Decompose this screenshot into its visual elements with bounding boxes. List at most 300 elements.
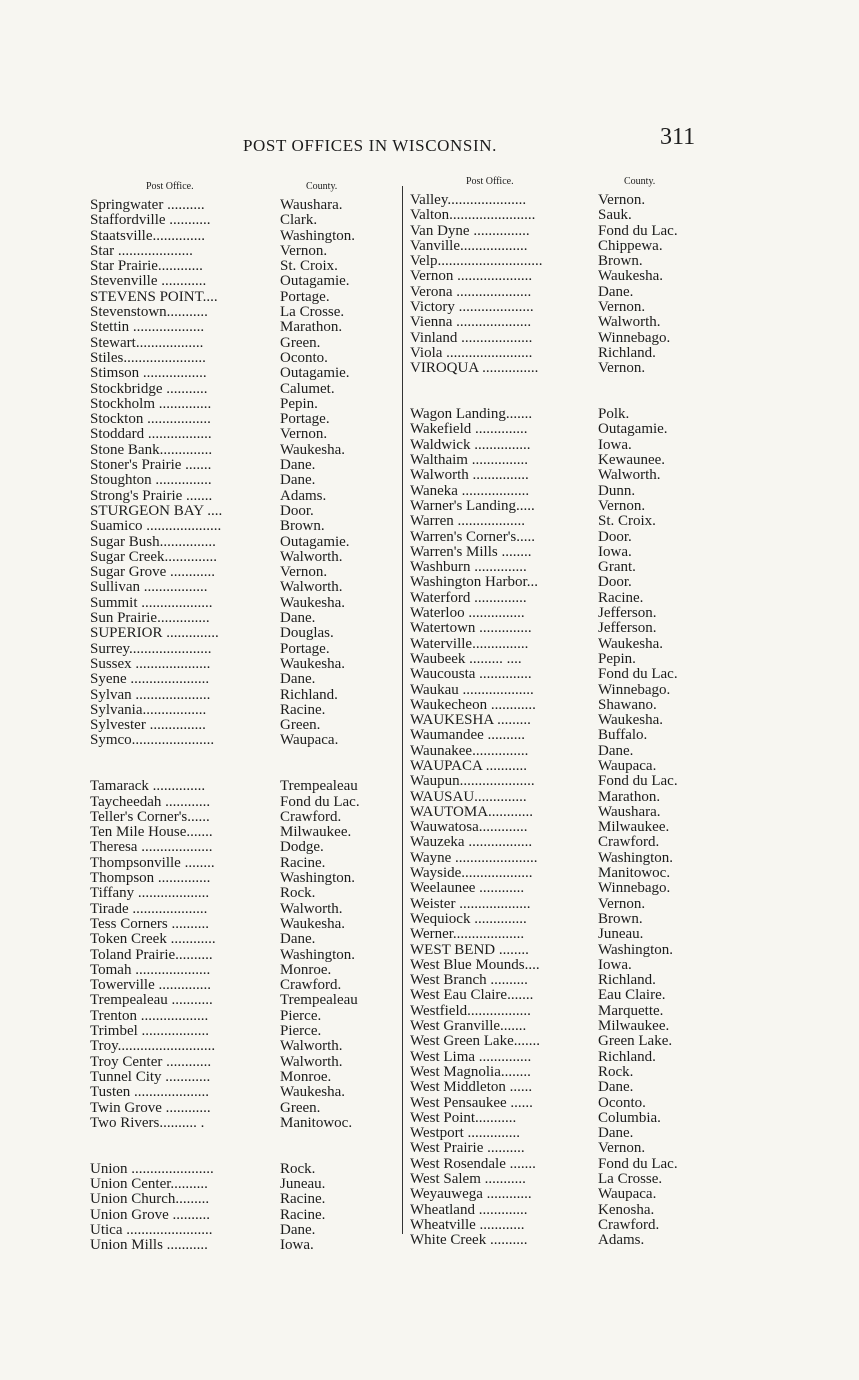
county-name: Marquette. [598,1002,664,1019]
post-office-entry [410,208,730,223]
post-office-name: Thompson .............. [90,870,211,887]
post-office-entry [410,499,730,514]
post-office-entry [90,1162,395,1177]
page-title: POST OFFICES IN WISCONSIN. [243,136,497,155]
post-office-header: Post Office. [466,176,514,187]
post-office-entry [410,1141,730,1156]
county-name: Fond du Lac. [598,1155,678,1172]
post-office-entry [410,1203,730,1218]
post-office-name: Wauwatosa............. [410,819,528,836]
county-name: Oconto. [280,349,328,366]
post-office-name: Stoughton ............... [90,472,212,489]
post-office-name: STEVENS POINT.... [90,288,218,305]
county-name: La Crosse. [598,1171,663,1187]
post-office-name: Weyauwega ............ [410,1186,532,1203]
post-office-name: Victory .................... [410,299,534,316]
post-office-name: WEST BEND ........ [410,941,529,958]
county-name: Crawford. [598,1216,660,1233]
post-office-name: Warner's Landing..... [410,497,535,514]
post-office-name: Waukecheon ............ [410,696,536,713]
post-office-name: VIROQUA ............... [410,360,539,377]
post-office-name: SUPERIOR .............. [90,625,219,642]
county-name: Waupaca. [280,732,339,749]
post-office-name: Twin Grove ............ [90,1099,211,1116]
group-spacer [90,764,395,779]
post-office-entry [90,672,395,687]
post-office-entry [90,810,395,825]
post-office-entry [410,988,730,1003]
post-office-entry [90,397,395,412]
post-office-name: Stevenville ............ [90,273,207,290]
post-office-entry [410,744,730,759]
county-name: Columbia. [598,1109,661,1126]
post-office-entry [90,213,395,228]
county-name: Washington. [598,849,674,866]
post-office-name: West Point........... [410,1109,517,1126]
post-office-entry [410,912,730,927]
post-office-entry [410,1233,730,1248]
county-name: Outagamie. [280,273,350,290]
post-office-name: West Rosendale ....... [410,1155,536,1172]
county-name: Vernon. [280,564,328,581]
post-office-name: Stockbridge ........... [90,380,208,397]
post-office-entry [90,825,395,840]
post-office-entry [410,1218,730,1233]
post-office-entry [410,560,730,575]
post-office-name: Washington Harbor... [410,574,538,591]
post-office-entry [410,759,730,774]
county-name: Rock. [598,1063,634,1080]
post-office-entry [90,886,395,901]
post-office-entry [410,422,730,437]
post-office-entry [410,881,730,896]
county-name: Portage. [280,288,330,305]
county-name: Monroe. [280,961,332,978]
post-office-entry [410,621,730,636]
post-office-name: Wakefield .............. [410,421,528,438]
post-office-entry [90,351,395,366]
post-office-name: Two Rivers.......... . [90,1114,205,1131]
post-office-entry [410,637,730,652]
post-office-entry [410,943,730,958]
county-name: Vernon. [280,426,328,443]
county-name: Trempealeau [280,992,358,1009]
post-office-name: Waldwick ............... [410,436,531,453]
post-office-name: Tiffany ................... [90,885,210,902]
post-office-entry [410,805,730,820]
county-name: Vernon. [598,1140,646,1157]
county-name: Waukesha. [280,655,346,672]
post-office-entry [90,917,395,932]
post-office-name: West Lima .............. [410,1048,532,1065]
county-name: Adams. [598,1232,645,1249]
post-office-name: Tusten .................... [90,1084,210,1101]
post-office-name: Sugar Bush............... [90,533,216,550]
post-office-name: Toland Prairie.......... [90,946,213,963]
post-office-entry [90,1177,395,1192]
county-name: Dane. [280,610,316,627]
post-office-entry [90,993,395,1008]
post-office-name: WAUPACA ........... [410,757,527,774]
post-office-entry [90,840,395,855]
post-office-entry [410,224,730,239]
post-office-name: WAUTOMA............ [410,803,534,820]
post-office-entry [410,1004,730,1019]
post-office-entry [410,897,730,912]
post-office-name: Sylvania................. [90,701,207,718]
county-name: Dane. [280,671,316,688]
post-office-name: Waneka .................. [410,482,530,499]
county-name: Waukesha. [598,712,664,729]
post-office-header: Post Office. [146,181,194,192]
county-name: Dodge. [280,839,324,856]
post-office-name: Wheatland ............. [410,1201,528,1218]
post-office-entry [90,1085,395,1100]
post-office-entry [90,519,395,534]
post-office-name: Stimson ................. [90,365,207,382]
post-office-entry [90,535,395,550]
group-spacer [90,749,395,764]
county-name: Waukesha. [280,594,346,611]
post-office-entry [90,871,395,886]
post-office-entry [90,565,395,580]
post-office-name: Westport .............. [410,1125,521,1142]
county-name: Fond du Lac. [280,793,360,810]
county-name: Fond du Lac. [598,222,678,239]
county-name: Green. [280,1099,321,1116]
county-name: Richland. [598,344,656,361]
county-name: Brown. [598,910,643,927]
post-office-entry [410,438,730,453]
post-office-name: Teller's Corner's...... [90,808,210,825]
post-office-entry [410,1096,730,1111]
post-office-entry [410,606,730,621]
county-name: Waukesha. [280,915,346,932]
left-column [90,181,395,1253]
post-office-entry [410,774,730,789]
post-office-name: Syene ..................... [90,671,210,688]
post-office-name: West Prairie .......... [410,1140,525,1157]
post-office-entry [410,713,730,728]
county-name: Dane. [280,457,316,474]
county-name: Washington. [280,227,356,244]
post-office-entry [410,1172,730,1187]
post-office-entry [90,688,395,703]
county-name: Walworth. [280,579,343,596]
county-name: Vernon. [280,242,328,259]
county-name: Waukesha. [280,1084,346,1101]
post-office-entry [410,1050,730,1065]
post-office-name: Waubeek ......... .... [410,650,522,667]
post-office-name: Washburn .............. [410,559,527,576]
post-office-name: Waterford .............. [410,589,527,606]
post-office-name: West Pensaukee ...... [410,1094,533,1111]
post-office-name: Walthaim ............... [410,452,528,469]
post-office-entry [410,1111,730,1126]
post-office-entry [410,652,730,667]
county-name: Dane. [598,742,634,759]
post-office-name: Stoner's Prairie ....... [90,457,212,474]
post-office-name: Sullivan ................. [90,579,208,596]
post-office-entry [90,229,395,244]
post-office-entry [410,1019,730,1034]
post-office-entry [410,193,730,208]
post-office-entry [90,274,395,289]
post-office-name: Troy Center ............ [90,1053,212,1070]
county-name: Walworth. [280,548,343,565]
post-office-name: Symco...................... [90,732,215,749]
county-name: Crawford. [280,977,342,994]
post-office-entry [410,575,730,590]
county-name: Iowa. [598,956,632,973]
county-name: Iowa. [598,543,632,560]
post-office-name: Vienna .................... [410,314,532,331]
post-office-name: Theresa ................... [90,839,213,856]
county-name: Walworth. [280,1038,343,1055]
post-office-entry [90,336,395,351]
post-office-name: West Middleton ...... [410,1079,533,1096]
post-office-entry [410,285,730,300]
county-name: Green. [280,717,321,734]
county-name: St. Croix. [598,513,656,530]
post-office-name: Suamico .................... [90,518,222,535]
post-office-entry [90,1009,395,1024]
post-office-name: Wheatville ............ [410,1216,525,1233]
county-name: Waukesha. [598,268,664,285]
county-header: County. [306,181,338,192]
post-office-entry [90,932,395,947]
county-name: Iowa. [280,1237,314,1254]
post-office-entry [90,978,395,993]
post-office-entry [90,611,395,626]
post-office-name: Stockholm .............. [90,395,212,412]
county-name: Green. [280,334,321,351]
post-office-name: Vernon .................... [410,268,533,285]
post-office-name: Strong's Prairie ....... [90,487,213,504]
post-office-entry [410,331,730,346]
county-name: Jefferson. [598,605,657,622]
post-office-name: Summit ................... [90,594,213,611]
post-office-name: Weelaunee ............ [410,880,525,897]
post-office-name: Union Center.......... [90,1176,208,1192]
post-office-entry [90,1192,395,1207]
county-name: Kewaunee. [598,452,666,469]
post-office-name: Stockton ................. [90,411,211,428]
post-office-entry [90,290,395,305]
post-office-entry [410,973,730,988]
post-office-name: Sussex .................... [90,655,211,672]
post-office-name: Token Creek ............ [90,931,216,948]
county-name: Sauk. [598,207,632,224]
post-office-entry [410,530,730,545]
post-office-entry [90,733,395,748]
county-name: Waushara. [598,803,661,820]
post-office-entry [90,718,395,733]
post-office-entry [90,779,395,794]
county-name: Racine. [280,1206,326,1223]
post-office-name: Waucousta .............. [410,666,532,683]
county-name: Dane. [598,1125,634,1142]
post-office-entry [410,315,730,330]
post-office-name: WAUSAU.............. [410,788,527,805]
post-office-name: Trimbel .................. [90,1023,210,1040]
post-office-name: West Blue Mounds.... [410,956,540,973]
post-office-entry [410,851,730,866]
post-office-entry [410,591,730,606]
post-office-name: Springwater .......... [90,197,205,213]
post-office-entry [410,1187,730,1202]
county-name: Racine. [598,589,644,606]
post-office-entry [410,667,730,682]
post-office-name: Wayne ...................... [410,849,538,866]
county-name: Waukesha. [280,441,346,458]
post-office-name: Union Mills ........... [90,1237,208,1254]
right-column-header [410,176,730,193]
post-office-name: Sylvester ............... [90,717,206,734]
post-office-name: Weister ................... [410,895,531,912]
county-name: Waukesha. [598,635,664,652]
post-office-entry [90,198,395,213]
county-name: Marathon. [280,319,343,336]
county-name: Vernon. [598,299,646,316]
post-office-entry [90,1101,395,1116]
county-name: Walworth. [280,900,343,917]
post-office-name: Tamarack .............. [90,778,206,795]
left-entry-list [90,198,395,1253]
post-office-name: Star .................... [90,242,193,259]
post-office-entry [90,642,395,657]
post-office-entry [90,504,395,519]
county-name: Juneau. [598,926,644,943]
page-number: 311 [660,124,696,150]
county-name: Adams. [280,487,327,504]
county-name: Richland. [280,686,338,703]
post-office-name: Sugar Creek.............. [90,548,218,565]
post-office-name: Surrey...................... [90,640,212,657]
county-name: Outagamie. [280,533,350,550]
post-office-entry [90,1070,395,1085]
post-office-name: Velp............................ [410,253,543,270]
post-office-name: Sugar Grove ............ [90,564,215,581]
county-name: Walworth. [598,314,661,331]
post-office-entry [410,1065,730,1080]
group-spacer [90,1131,395,1146]
post-office-name: Waumandee .......... [410,727,526,744]
post-office-name: Tunnel City ............ [90,1068,211,1085]
county-name: Waushara. [280,197,343,213]
post-office-name: West Branch .......... [410,972,528,989]
county-name: Dane. [280,472,316,489]
county-name: Richland. [598,972,656,989]
post-office-entry [410,866,730,881]
post-office-name: Troy.......................... [90,1038,216,1055]
county-name: Vernon. [598,192,646,208]
post-office-name: Verona .................... [410,283,532,300]
post-office-name: Trempealeau ........... [90,992,213,1009]
post-office-entry [90,856,395,871]
county-name: Milwaukee. [598,819,670,836]
county-name: Waupaca. [598,1186,657,1203]
post-office-entry [410,835,730,850]
post-office-name: Tomah .................... [90,961,211,978]
county-name: Milwaukee. [280,824,352,841]
group-spacer [90,1146,395,1161]
post-office-entry [90,443,395,458]
post-office-entry [410,514,730,529]
county-name: Dane. [598,283,634,300]
post-office-name: Wayside................... [410,865,533,882]
post-office-name: West Granville....... [410,1018,527,1035]
post-office-name: Valton....................... [410,207,536,224]
post-office-entry [90,305,395,320]
post-office-entry [410,958,730,973]
county-name: Polk. [598,406,630,423]
county-name: Iowa. [598,436,632,453]
post-office-name: Ten Mile House....... [90,824,213,841]
county-name: Dane. [280,1221,316,1238]
post-office-entry [410,545,730,560]
county-name: Winnebago. [598,681,671,698]
county-name: Manitowoc. [280,1114,353,1131]
post-office-entry [90,626,395,641]
post-office-name: West Salem ........... [410,1171,526,1187]
post-office-entry [410,484,730,499]
county-name: Rock. [280,1160,316,1177]
county-name: Oconto. [598,1094,646,1111]
post-office-name: Sylvan .................... [90,686,211,703]
post-office-entry [90,259,395,274]
county-name: Jefferson. [598,620,657,637]
county-name: Clark. [280,212,318,229]
post-office-name: Vanville.................. [410,237,528,254]
post-office-entry [90,1223,395,1238]
post-office-name: Watertown .............. [410,620,532,637]
county-name: Grant. [598,559,636,576]
county-name: Fond du Lac. [598,666,678,683]
post-office-entry [90,427,395,442]
post-office-entry [410,346,730,361]
post-office-name: Staatsville.............. [90,227,205,244]
group-spacer [410,377,730,392]
post-office-name: Thompsonville ........ [90,854,215,871]
county-name: Dane. [598,1079,634,1096]
county-name: Fond du Lac. [598,773,678,790]
county-name: Dane. [280,931,316,948]
post-office-entry [90,320,395,335]
post-office-entry [410,683,730,698]
post-office-entry [410,269,730,284]
post-office-name: Sun Prairie.............. [90,610,210,627]
post-office-name: Union Church......... [90,1191,210,1208]
county-name: Trempealeau [280,778,358,795]
county-name: Washington. [598,941,674,958]
county-header: County. [624,176,656,187]
county-name: Winnebago. [598,880,671,897]
post-office-name: Union Grove .......... [90,1206,210,1223]
post-office-name: West Green Lake....... [410,1033,540,1050]
post-office-entry [90,1238,395,1253]
post-office-entry [90,902,395,917]
county-name: Crawford. [598,834,660,851]
post-office-name: Towerville .............. [90,977,212,994]
column-divider [402,186,403,1234]
post-office-entry [90,948,395,963]
county-name: Calumet. [280,380,335,397]
county-name: St. Croix. [280,258,338,275]
post-office-name: Stettin ................... [90,319,205,336]
group-spacer [410,392,730,407]
post-office-name: Westfield................. [410,1002,531,1019]
